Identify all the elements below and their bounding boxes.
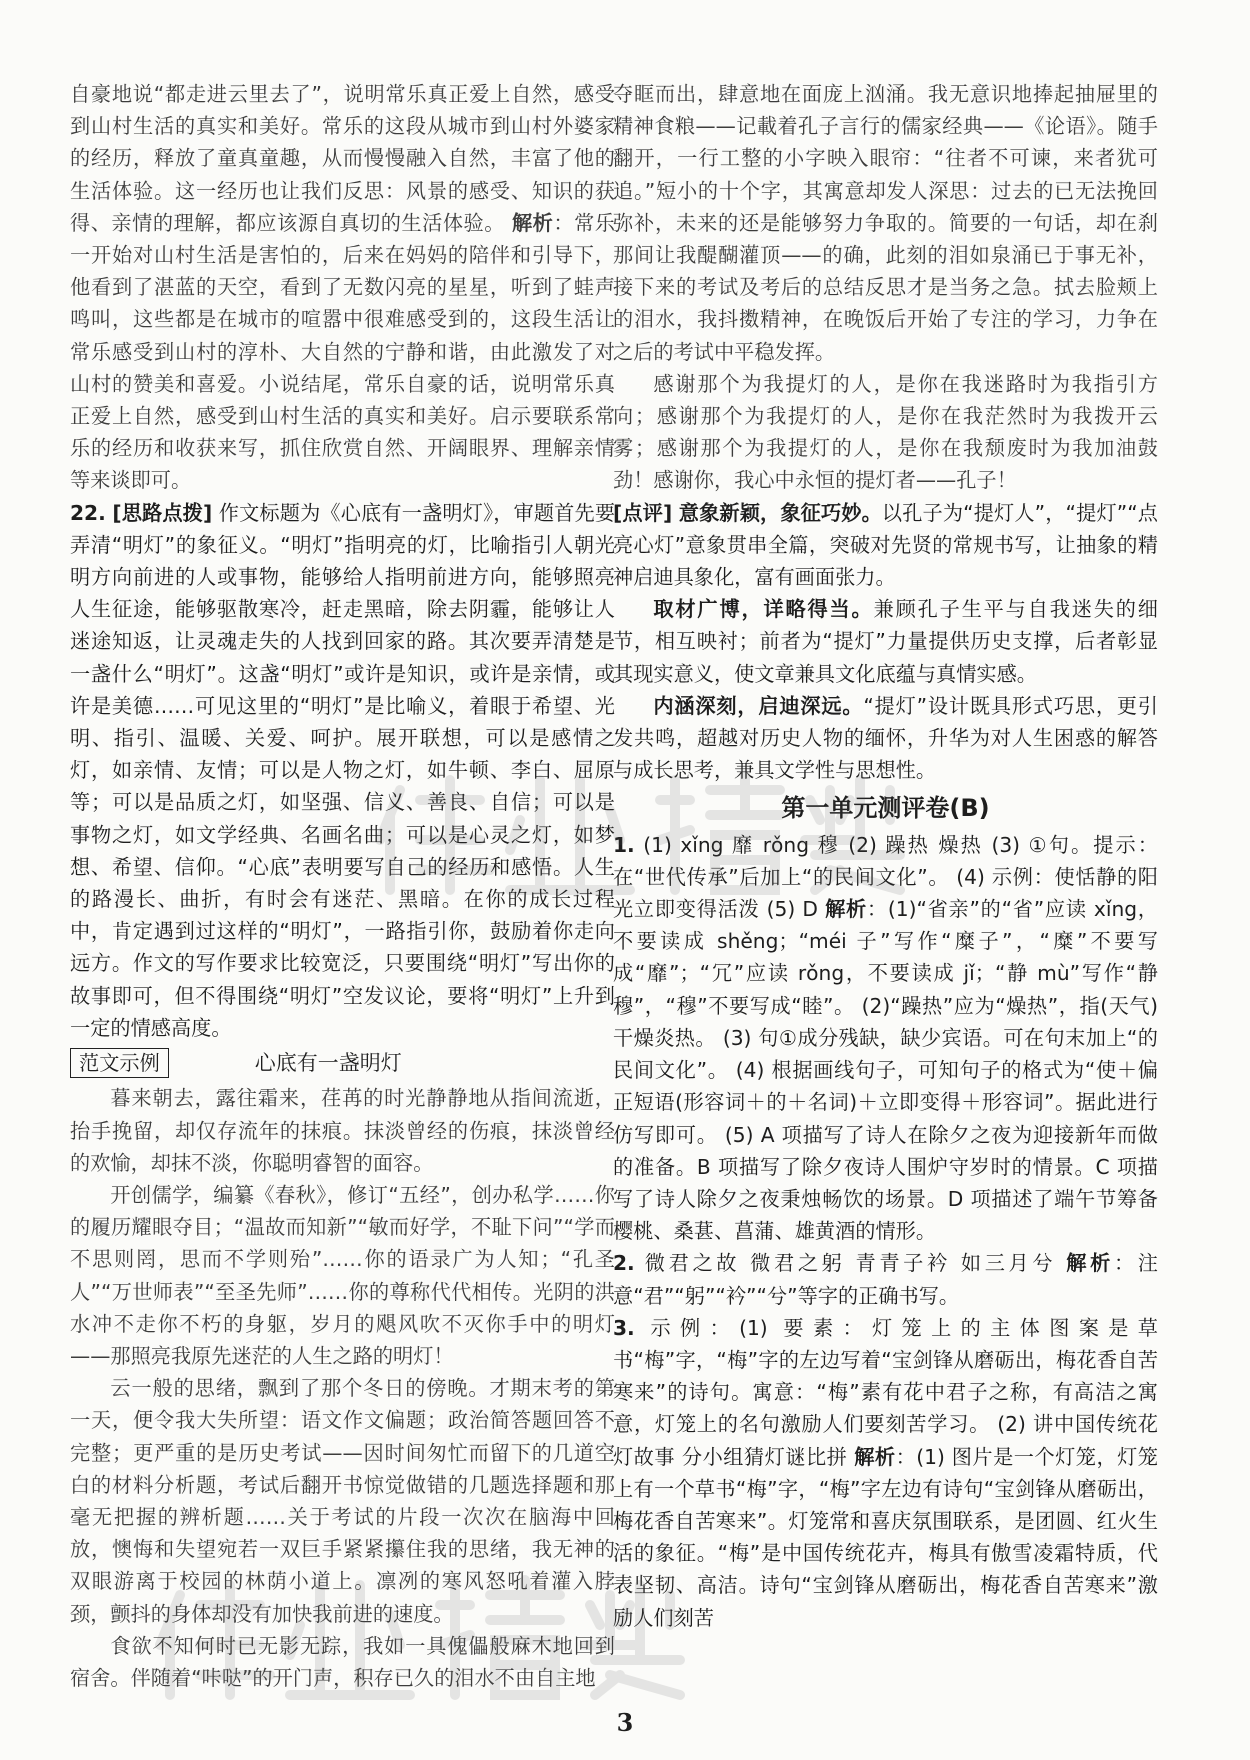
left-column xyxy=(70,78,615,1694)
essay-paragraph-2: 开创儒学，编纂《春秋》，修订“五经”，创办私学……你的履历耀眼夺目；“温故而知新”“敏而好学，不耻下问”“学而不思则罔，思而不学则殆”……你的语录广为人知；“孔圣人”“万世师表”“至圣先师”……你的尊称代代相传。光阴的洪水冲不走你不朽的身躯，岁月的飓风吹不灭你手中的明灯——那照亮我原先迷茫的人生之路的明灯！ xyxy=(70,1182,615,1368)
comment-head-1: 意象新颖，象征巧妙。 xyxy=(678,500,882,525)
essay-paragraph-3: 云一般的思绪，飘到了那个冬日的傍晚。才期末考的第一天，便令我大失所望：语文作文偏题；政治简答题回答不完整；更严重的是历史考试——因时间匆忙而留下的几道空白的材料分析题，考试后翻开书惊觉做错的几题选择题和那毫无把握的辨析题……关于考试的片段一次次在脑海中回放，懊悔和失望宛若一双巨手紧紧攥住我的思绪，我无神的双眼游离于校园的林荫小道上。凛冽的寒风怒吼着灌入脖颈，颤抖的身体却没有加快我前进的速度。 xyxy=(70,1376,615,1626)
section-title: 第一单元测评卷(B) xyxy=(781,794,990,823)
comment-block-3 xyxy=(613,690,1158,787)
example-label: 范文示例 xyxy=(70,1048,169,1078)
answer-2-analysis: ：注意“君”“躬”“衿”“兮”等字的正确书写。 xyxy=(613,1251,1158,1308)
question-22 xyxy=(70,497,615,1044)
answer-number: 1. xyxy=(613,832,635,857)
answer-2-text: 微君之故 微君之躬 青青子衿 如三月兮 xyxy=(644,1251,1057,1276)
answer-1 xyxy=(613,829,1158,1248)
essay-paragraph-6: 感谢那个为我提灯的人，是你在我迷路时为我指引方向；感谢那个为我提灯的人，是你在我茫然时为我拨开云雾；感谢那个为我提灯的人，是你在我颓废时为我加油鼓劲！感谢你，我心中永恒的提灯者——孔子！ xyxy=(613,371,1158,493)
comment-text-2: 兼顾孔子生平与自我迷失的细节，相互映衬；前者为“提灯”力量提供历史支撑，后者彰显其现实意义，使文章兼具文化底蕴与真情实感。 xyxy=(613,597,1158,686)
answer-3-analysis: ：(1) 图片是一个灯笼，灯笼上有一个草书“梅”字，“梅”字左边有诗句“宝剑锋从磨砺出，梅花香自苦寒来”。灯笼常和喜庆氛围联系，是团圆、红火生活的象征。“梅”是中国传统花卉，梅具有傲雪凌霜特质，代表坚韧、高洁。诗句“宝剑锋从磨砺出，梅花香自苦寒来”激励人们刻苦 xyxy=(613,1444,1158,1630)
comment-head-3: 内涵深刻，启迪深远。 xyxy=(653,693,864,718)
comment-text-1: 以孔子为“提灯人”，“提灯”“点亮心灯”意象贯串全篇，突破对先贤的常规书写，让抽象的精神启迪具象化，富有画面张力。 xyxy=(613,500,1158,590)
analysis-label: 解析 xyxy=(1066,1251,1114,1276)
analysis-text: ：常乐一开始对山村生活是害怕的，后来在妈妈的陪伴和引导下，他看到了湛蓝的天空，看到了无数闪亮的星星，听到了蛙声鸣叫，这些都是在城市的喧嚣中很难感受到的，这段生活让常乐感受到山村的淳朴、大自然的宁静和谐，由此激发了对山村的赞美和喜爱。小说结尾，常乐自豪的话，说明常乐真正爱上自然，感受到山村生活的真实和美好。启示要联系常乐的经历和收获来写，抓住欣赏自然、开阔眼界、理解亲情等来谈即可。 xyxy=(70,210,615,493)
thinking-label: [思路点拨] xyxy=(112,500,213,525)
example-title: 心底有一盏明灯 xyxy=(254,1051,402,1076)
answer-3-text: 示例：(1) 要素：灯笼上的主体图案是草书“梅”字，“梅”字的左边写着“宝剑锋从磨砺出，梅花香自苦寒来”的诗句。寓意：“梅”素有花中君子之称，有高洁之寓意，灯笼上的名句激励人们要刻苦学习。 (2) 讲中国传统花灯故事 分小组猜灯谜比拼 xyxy=(613,1315,1158,1469)
answer-text: 自豪地说“都走进云里去了”，说明常乐真正爱上自然，感受到山村生活的真实和美好。常乐的这段从城市到山村外婆家的经历，释放了童真童趣，从而慢慢融入自然，丰富了他的生活体验。这一经历也让我们反思：风景的感受、知识的获得、亲情的理解，都应该源自真切的生活体验。 xyxy=(70,82,615,235)
page-number: 3 xyxy=(616,1708,634,1737)
right-column xyxy=(613,78,1158,1634)
essay-paragraph-5: 夺眶而出，肆意地在面庞上汹涌。我无意识地捧起抽屉里的精神食粮——记載着孔子言行的儒家经典——《论语》。随手翻开，一行工整的小字映入眼帘：“往者不可谏，来者犹可追。”短小的十个字，其寓意却发人深思：过去的已无法挽回弥补，未来的还是能够努力争取的。简要的一句话，却在刹那间让我醍醐灌顶——的确，此刻的泪如泉涌已于事无补，接下来的考试及考后的总结反思才是当务之急。拭去脸颊上的泪水，我抖擞精神，在晚饭后开始了专注的学习，力争在之后的考试中平稳发挥。 xyxy=(613,82,1158,364)
answer-number: 3. xyxy=(613,1315,635,1340)
answer-3 xyxy=(613,1312,1158,1634)
comment-block xyxy=(613,497,1158,594)
answer-number: 2. xyxy=(613,1251,635,1276)
essay-paragraph-4: 食欲不知何时已无影无踪，我如一具傀儡般麻木地回到宿舍。伴随着“咔哒”的开门声，积存已久的泪水不由自主地 xyxy=(70,1633,615,1690)
analysis-label: 解析 xyxy=(511,210,554,235)
comment-label: [点评] xyxy=(613,500,673,525)
question-number: 22. xyxy=(70,500,106,525)
comment-text-3: “提灯”设计既具形式巧思，更引发共鸣，超越对历史人物的缅怀，升华为对人生困惑的解答与成长思考，兼具文学性与思想性。 xyxy=(613,693,1158,783)
left-paragraph-1 xyxy=(70,78,615,497)
analysis-label: 解析 xyxy=(825,897,867,922)
answer-2 xyxy=(613,1247,1158,1311)
comment-block-2 xyxy=(613,593,1158,690)
essay-paragraph-1: 暮来朝去，露往霜来，荏苒的时光静静地从指间流逝，抬手挽留，却仅存流年的抹痕。抹淡曾经的伤痕，抹淡曾经的欢愉，却抹不淡，你聪明睿智的面容。 xyxy=(70,1086,615,1175)
answer-1-analysis: ：(1)“省亲”的“省”应读 xǐng，不要读成 shěng；“méi 子”写作“糜子”，“糜”不要写成“靡”；“冗”应读 rǒng，不要读成 jǐ；“静 mù”写作“静穆”，“穆”不要写成“睦”。 (2)“躁热”应为“燥热”，指(天气)干燥炎热。 (3) 句①成分残缺，缺少宾语。可在句末加上“的民间文化”。 (4) 根据画线句子，可知句子的格式为“使＋偏正短语(形容词＋的＋名词)＋立即变得＋形容词”。据此进行仿写即可。 (5) A 项描写了诗人在除夕之夜为迎接新年而做的准备。B 项描写了除夕夜诗人围炉守岁时的情景。C 项描写了诗人除夕之夜秉烛畅饮的场景。D 项描述了端午节筹备樱桃、桑葚、菖蒲、雄黄酒的情形。 xyxy=(613,897,1158,1244)
comment-head-2: 取材广博，详略得当。 xyxy=(653,597,874,622)
question-22-text: 作文标题为《心底有一盏明灯》，审题首先要弄清“明灯”的象征义。“明灯”指明亮的灯，比喻指引人朝光明方向前进的人或事物，能够给人指明前进方向，能够照亮人生征途，能够驱散寒冷，赶走黑暗，除去阴霾，能够让人迷途知返，让灵魂走失的人找到回家的路。其次要弄清楚是一盏什么“明灯”。这盏“明灯”或许是知识，或许是亲情，或许是美德……可见这里的“明灯”是比喻义，着眼于希望、光明、指引、温暖、关爱、呵护。展开联想，可以是感情之灯，如亲情、友情；可以是人物之灯，如牛顿、李白、屈原等；可以是品质之灯，如坚强、信义、善良、自信；可以是事物之灯，如文学经典、名画名曲；可以是心灵之灯，如梦想、希望、信仰。“心底”表明要写自己的经历和感悟。人生的路漫长、曲折，有时会有迷茫、黑暗。在你的成长过程中，肯定遇到过这样的“明灯”，一路指引你，鼓励着你走向远方。作文的写作要求比较宽泛，只要围绕“明灯”写出你的故事即可，但不得围绕“明灯”空发议论，要将“明灯”上升到一定的情感高度。 xyxy=(70,500,616,1040)
analysis-label: 解析 xyxy=(854,1444,896,1469)
example-heading xyxy=(70,1047,615,1079)
answer-1-text: (1) xǐng 靡 rǒng 穆 (2) 躁热 燥热 (3) ①句。提示：在“世代传承”后加上“的民间文化”。 (4) 示例：使恬静的阳光立即变得活泼 (5) D xyxy=(613,832,1158,922)
